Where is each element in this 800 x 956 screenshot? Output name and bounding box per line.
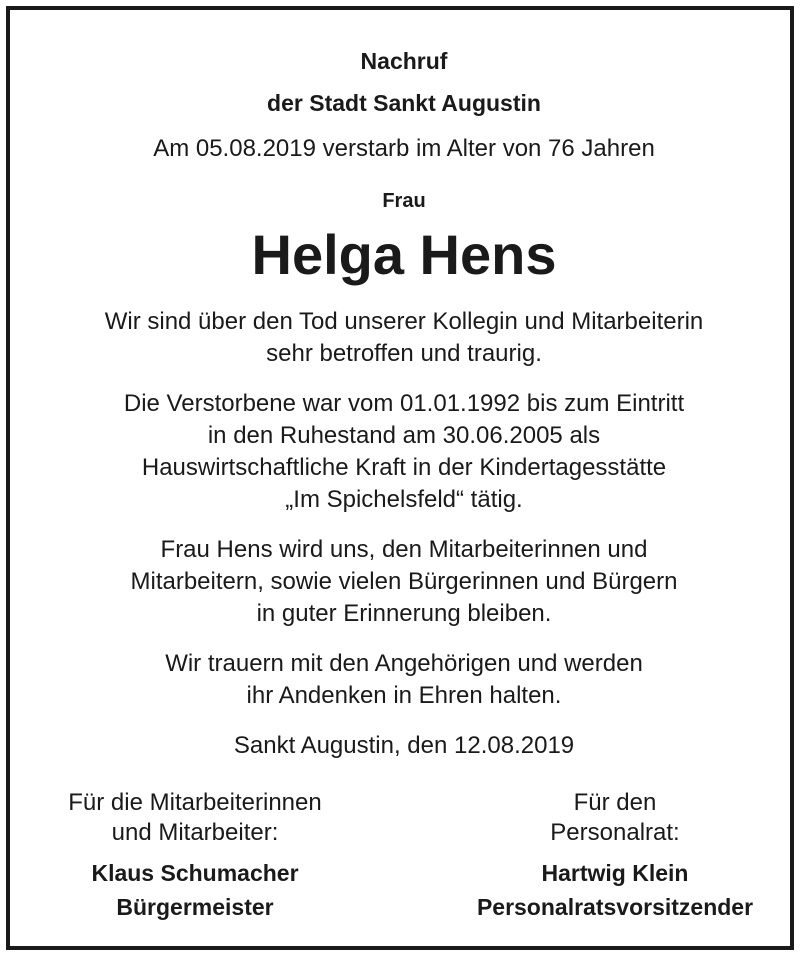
signatory-left-role: und Mitarbeiter:: [111, 819, 279, 846]
paragraph-line: ihr Andenken in Ehren halten.: [246, 682, 562, 709]
header-subtitle: der Stadt Sankt Augustin: [267, 90, 541, 116]
paragraph-line: Frau Hens wird uns, den Mitarbeiterinnen und: [160, 536, 648, 563]
paragraph-line: in guter Erinnerung bleiben.: [256, 600, 552, 627]
obituary-frame: [6, 6, 794, 950]
signatory-right: [450, 788, 780, 924]
paragraph-line: Die Verstorbene war vom 01.01.1992 bis zum Eintritt: [123, 390, 685, 417]
signatory-right-role: Für den: [573, 789, 657, 816]
signatory-left-title: Bürgermeister: [116, 894, 274, 920]
signatory-left-role: Für die Mitarbeiterinnen: [68, 789, 322, 816]
paragraph-line: Mitarbeitern, sowie vielen Bürgerinnen und Bürgern: [130, 568, 678, 595]
paragraph-line: „Im Spichelsfeld“ tätig.: [285, 486, 523, 513]
paragraph-line: Wir sind über den Tod unserer Kollegin und Mitarbeiterin: [104, 308, 704, 335]
intro-line: Am 05.08.2019 verstarb im Alter von 76 Jahren: [153, 135, 655, 162]
signatory-left-name: Klaus Schumacher: [91, 860, 299, 886]
paragraph-line: Wir trauern mit den Angehörigen und werden: [165, 650, 643, 677]
salutation: Frau: [382, 190, 426, 212]
paragraph-line: Hauswirtschaftliche Kraft in der Kindertagesstätte: [141, 454, 667, 481]
header-title: Nachruf: [360, 48, 448, 74]
place-date: Sankt Augustin, den 12.08.2019: [233, 732, 575, 759]
signatory-left: [30, 788, 360, 924]
signatory-right-name: Hartwig Klein: [541, 860, 689, 886]
paragraph-line: in den Ruhestand am 30.06.2005 als: [207, 422, 601, 449]
signatory-right-title: Personalratsvorsitzender: [476, 894, 754, 920]
deceased-name: Helga Hens: [251, 223, 557, 286]
paragraph-line: sehr betroffen und traurig.: [266, 340, 542, 367]
signatory-right-role: Personalrat:: [550, 819, 680, 846]
